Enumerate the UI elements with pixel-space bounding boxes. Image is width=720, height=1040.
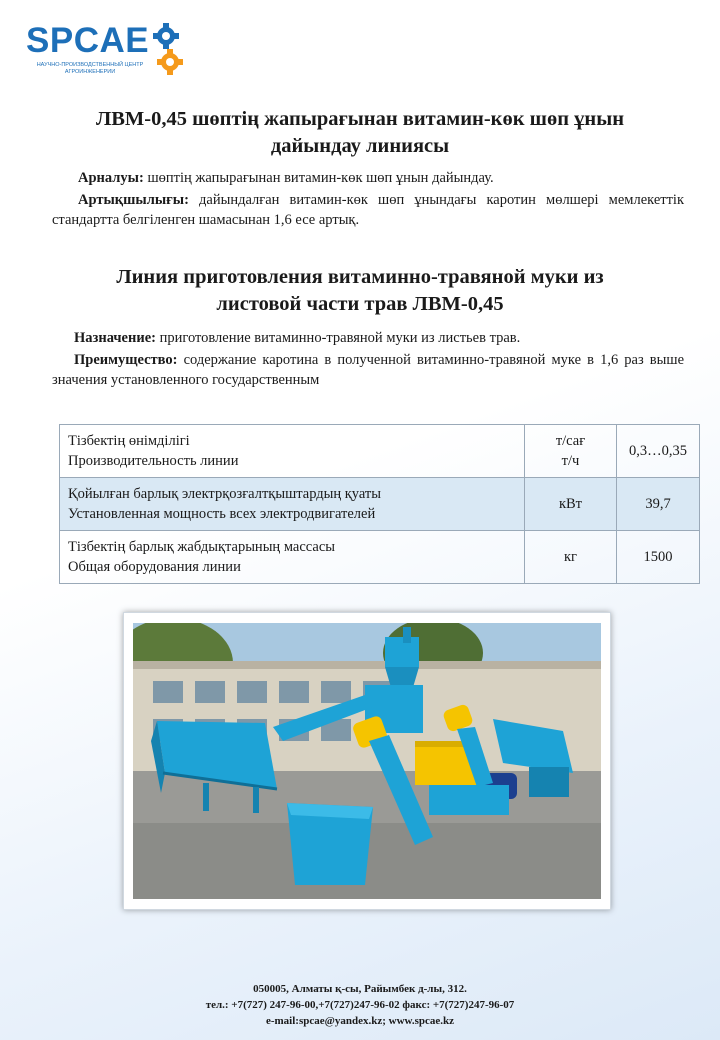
logo-subtitle-line-1: НАУЧНО-ПРОИЗВОДСТВЕННЫЙ ЦЕНТР — [36, 62, 144, 68]
spec-name-kz: Қойылған барлық электрқозғалтқыштардың қуаты — [68, 486, 382, 502]
advantage-kz-text: дайындалған витамин-көк шөп ұнындағы каротин мөлшері мемлекеттік стандартта белгіленген шамасынан 1,6 есе артық. — [52, 192, 684, 228]
footer-address: 050005, Алматы қ-сы, Райымбек д-лы, 312. — [253, 983, 467, 995]
purpose-kz — [52, 168, 684, 188]
spec-unit — [525, 425, 617, 478]
spec-value: 39,7 — [617, 478, 700, 531]
title-kz-line-2: дайындау линиясы — [270, 135, 450, 157]
spec-unit: кг — [525, 531, 617, 584]
spec-name-ru: Установленная мощность всех электродвигателей — [68, 506, 376, 522]
title-kz — [40, 106, 680, 160]
footer-contacts: e-mail:spcae@yandex.kz; www.spcae.kz — [265, 1015, 455, 1027]
spec-name-ru: Общая оборудования линии — [68, 559, 241, 575]
equipment-photo — [123, 612, 611, 910]
spec-value: 0,3…0,35 — [617, 425, 700, 478]
spec-name-kz: Тізбектің өнімділігі — [68, 433, 190, 449]
advantage-ru-text: содержание каротина в полученной витаминно-травяной муке в 1,6 раз выше значения установленного государственным — [52, 352, 684, 388]
spec-name — [60, 425, 525, 478]
table-row — [60, 425, 700, 478]
table-row — [60, 531, 700, 584]
logo-subtitle-line-2: АГРОИНЖЕНЕРИИ — [64, 69, 116, 75]
logo-name: SPCAE — [26, 21, 150, 60]
advantage-kz-label: Артықшылығы: — [78, 192, 189, 208]
purpose-kz-text: шөптің жапырағынан витамин-көк шөп ұнын дайындау. — [143, 170, 494, 186]
advantage-ru-label: Преимущество: — [74, 352, 178, 368]
purpose-kz-label: Арналуы: — [78, 170, 144, 186]
gear-icon — [146, 22, 186, 80]
purpose-ru-label: Назначение: — [74, 330, 156, 346]
footer-phones: тел.: +7(727) 247-96-00,+7(727)247-96-02 факс: +7(727)247-96-07 — [205, 999, 515, 1011]
spec-name — [60, 531, 525, 584]
title-kz-line-1: ЛВМ-0,45 шөптің жапырағынан витамин-көк шөп ұнын — [95, 108, 625, 130]
spcae-logo — [26, 20, 186, 84]
spec-name-ru: Производительность линии — [68, 453, 239, 469]
spec-unit-ru: т/ч — [561, 453, 580, 469]
spec-name — [60, 478, 525, 531]
table-row — [60, 478, 700, 531]
equipment-photo-image — [133, 623, 601, 899]
advantage-kz — [52, 190, 684, 230]
purpose-ru-text: приготовление витаминно-травяной муки из листьев трав. — [155, 330, 521, 346]
spec-name-kz: Тізбектің барлық жабдықтарының массасы — [68, 539, 335, 555]
title-ru-line-1: Линия приготовления витаминно-травяной муки из — [116, 266, 604, 288]
spec-unit-kz: т/сағ — [555, 433, 586, 449]
spec-unit: кВт — [525, 478, 617, 531]
title-ru — [40, 264, 680, 318]
spec-value: 1500 — [617, 531, 700, 584]
specs-table — [59, 424, 700, 584]
logo-subtitle — [30, 62, 150, 76]
advantage-ru — [52, 350, 684, 390]
purpose-ru — [52, 328, 684, 348]
title-ru-line-2: листовой части трав ЛВМ-0,45 — [216, 293, 504, 315]
